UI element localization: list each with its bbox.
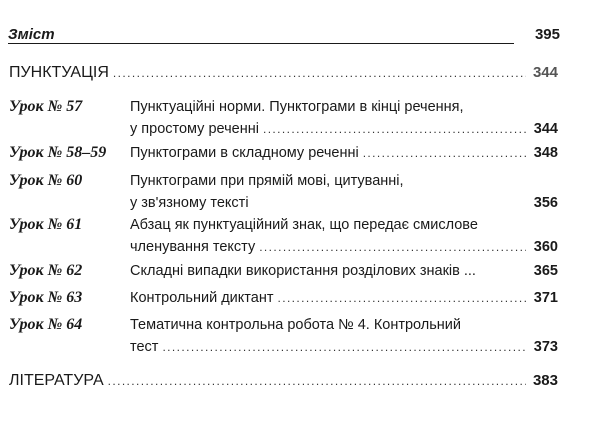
lesson-label: Урок № 62 xyxy=(9,262,83,279)
leader-dots xyxy=(162,336,526,358)
toc-lesson-63[interactable] xyxy=(9,287,558,309)
lesson-label: Урок № 60 xyxy=(9,172,83,189)
lesson-page: 344 xyxy=(533,121,558,137)
lesson-title-line: у зв'язному тексті xyxy=(130,195,249,211)
toc-section-punctuation[interactable] xyxy=(9,64,558,84)
leader-dots xyxy=(113,66,526,80)
toc-lesson-57[interactable] xyxy=(9,96,558,140)
header-page-number: 395 xyxy=(534,26,560,43)
toc-lesson-61[interactable] xyxy=(9,214,558,258)
leader-dots xyxy=(277,287,526,309)
leader-dots xyxy=(363,142,526,164)
lesson-page: 365 xyxy=(533,263,558,279)
lesson-title-line: Пунктограми в складному реченні xyxy=(130,145,359,161)
leader-dots xyxy=(259,236,526,258)
lesson-title-line: тест xyxy=(130,339,159,355)
lesson-page: 348 xyxy=(533,145,558,161)
lesson-label: Урок № 63 xyxy=(9,289,83,306)
lesson-title-line: Пунктограми при прямій мові, цитуванні, xyxy=(130,173,404,189)
lesson-label: Урок № 64 xyxy=(9,316,83,333)
leader-dots xyxy=(108,374,526,388)
lesson-page: 373 xyxy=(533,339,558,355)
section-title: ЛІТЕРАТУРА xyxy=(9,372,104,389)
lesson-title-line: членування тексту xyxy=(130,239,256,255)
lesson-title-line: Складні випадки використання розділових знаків ... xyxy=(130,263,476,279)
toc-lesson-60[interactable] xyxy=(9,170,558,214)
lesson-title-line: Пунктуаційні норми. Пунктограми в кінці речення, xyxy=(130,99,464,115)
header-rule xyxy=(8,43,514,44)
lesson-title-line: Тематична контрольна робота № 4. Контрольний xyxy=(130,317,462,333)
lesson-label: Урок № 57 xyxy=(9,98,83,115)
lesson-page: 360 xyxy=(533,239,558,255)
section-page: 383 xyxy=(532,372,558,389)
lesson-page: 371 xyxy=(533,290,558,306)
leader-dots xyxy=(263,118,526,140)
lesson-label: Урок № 61 xyxy=(9,216,83,233)
toc-lesson-62[interactable] xyxy=(9,260,558,282)
toc-lesson-58-59[interactable] xyxy=(9,142,558,164)
lesson-title-line: Абзац як пунктуаційний знак, що передає смислове xyxy=(130,217,478,233)
section-title: ПУНКТУАЦІЯ xyxy=(9,64,109,81)
lesson-page: 356 xyxy=(533,195,558,211)
header-title: Зміст xyxy=(8,26,55,43)
lesson-title-line: у простому реченні xyxy=(130,121,259,137)
section-page: 344 xyxy=(532,64,558,81)
lesson-label: Урок № 58–59 xyxy=(9,144,107,161)
toc-section-literature[interactable] xyxy=(9,372,558,392)
toc-lesson-64[interactable] xyxy=(9,314,558,358)
page-header xyxy=(8,25,560,47)
lesson-title-line: Контрольний диктант xyxy=(130,290,274,306)
